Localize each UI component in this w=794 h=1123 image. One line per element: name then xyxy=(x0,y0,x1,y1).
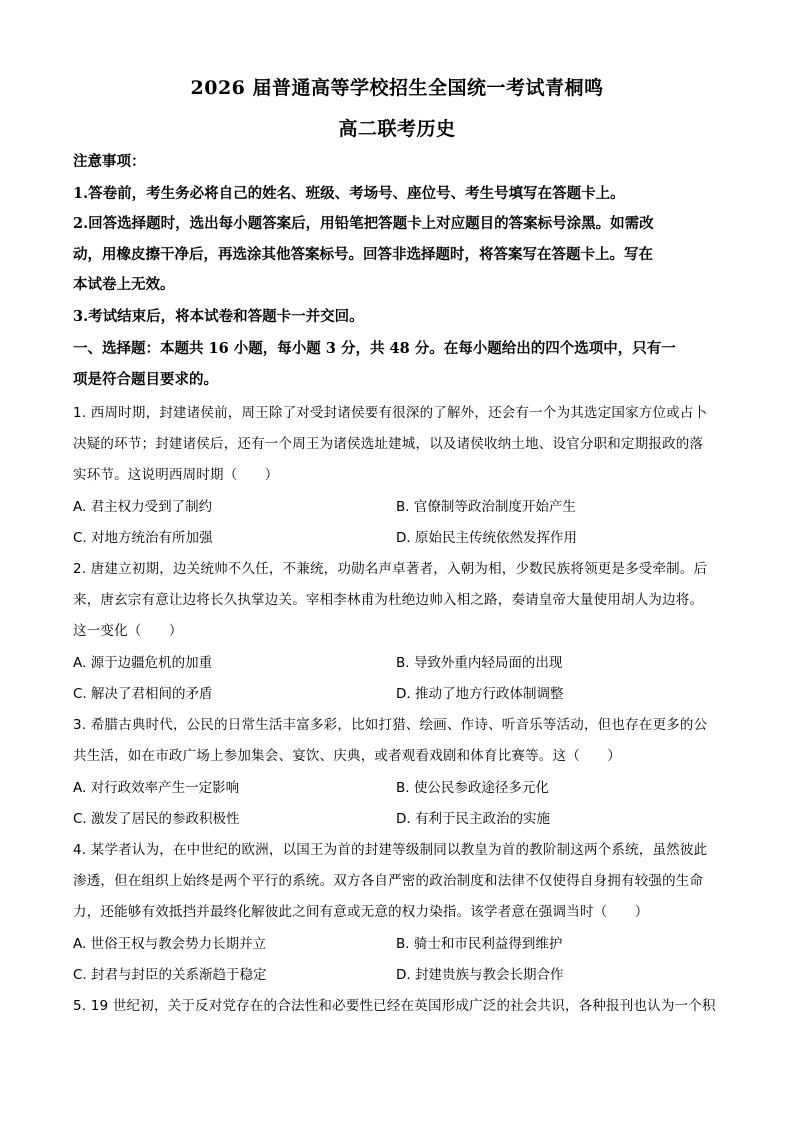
question-1-text: 1. 西周时期，封建诸侯前，周王除了对受封诸侯要有很深的了解外，还会有一个为其选定国家方位或占卜 xyxy=(73,405,708,421)
question-2-text: 2. 唐建立初期，边关统帅不久任，不兼统，功勋名声卓著者，入朝为相，少数民族将领更是多受牵制。后 xyxy=(73,561,708,577)
section-heading: 项是符合题目要求的。 xyxy=(73,371,218,388)
question-5-text: 5. 19 世纪初，关于反对党存在的合法性和必要性已经在英国形成广泛的社会共识，各种报刊也认为一个积 xyxy=(73,998,716,1014)
question-4-text: 力，还能够有效抵挡并最终化解彼此之间有意或无意的权力染指。该学者意在强调当时（ ） xyxy=(73,904,649,920)
question-1-text: 实环节。这说明西周时期（ ） xyxy=(73,467,279,483)
question-3-text: 共生活，如在市政广场上参加集会、宴饮、庆典，或者观看戏剧和体育比赛等。这（ ） xyxy=(73,748,621,764)
question-4-option-d: D. 封建贵族与教会长期合作 xyxy=(396,967,564,983)
question-3-option-d: D. 有利于民主政治的实施 xyxy=(396,811,550,827)
question-2-text: 来，唐玄宗有意让边将长久执掌边关。宰相李林甫为杜绝边帅入相之路，奏请皇帝大量使用胡人为边将。 xyxy=(73,592,704,608)
notice-heading: 注意事项： xyxy=(73,153,146,170)
question-1-option-d: D. 原始民主传统依然发挥作用 xyxy=(396,530,577,546)
exam-title: 2026 届普通高等学校招生全国统一考试青桐鸣 xyxy=(190,77,604,99)
question-4-option-a: A. 世俗王权与教会势力长期并立 xyxy=(73,936,267,952)
question-3-text: 3. 希腊古典时代，公民的日常生活丰富多彩，比如打猎、绘画、作诗、听音乐等活动，但也存在更多的公 xyxy=(73,717,708,733)
question-1-option-a: A. 君主权力受到了制约 xyxy=(73,499,213,515)
question-3-option-a: A. 对行政效率产生一定影响 xyxy=(73,780,240,796)
question-4-text: 4. 某学者认为，在中世纪的欧洲，以国王为首的封建等级制同以教皇为首的教阶制这两个系统，虽然彼此 xyxy=(73,842,708,858)
question-4-text: 渗透，但在组织上始终是两个平行的系统。双方各自严密的政治制度和法律不仅使得自身拥有较强的生命 xyxy=(73,873,704,889)
question-2-option-c: C. 解决了君相间的矛盾 xyxy=(73,686,213,702)
question-2-option-b: B. 导致外重内轻局面的出现 xyxy=(396,655,563,671)
question-2-option-d: D. 推动了地方行政体制调整 xyxy=(396,686,564,702)
question-1-text: 决疑的环节；封建诸侯后，还有一个周王为诸侯选址建城，以及诸侯收纳土地、设官分职和定期报政的落 xyxy=(73,436,704,452)
notice-line: 2.回答选择题时，选出每小题答案后，用铅笔把答题卡上对应题目的答案标号涂黑。如需改 xyxy=(73,215,654,232)
question-1-option-b: B. 官僚制等政治制度开始产生 xyxy=(396,499,576,515)
notice-line: 3.考试结束后，将本试卷和答题卡一并交回。 xyxy=(73,308,364,325)
notice-line: 1.答卷前，考生务必将自己的姓名、班级、考场号、座位号、考生号填写在答题卡上。 xyxy=(73,185,625,202)
question-4-option-b: B. 骑士和市民利益得到维护 xyxy=(396,936,563,952)
section-heading: 一、选择题：本题共 16 小题，每小题 3 分，共 48 分。在每小题给出的四个选项中，只有一 xyxy=(73,340,676,357)
question-1-option-c: C. 对地方统治有所加强 xyxy=(73,530,213,546)
question-2-text: 这一变化（ ） xyxy=(73,623,183,639)
notice-line: 动，用橡皮擦干净后，再选涂其他答案标号。回答非选择题时，将答案写在答题卡上。写在 xyxy=(73,246,653,263)
notice-line: 本试卷上无效。 xyxy=(73,276,175,293)
question-4-option-c: C. 封君与封臣的关系渐趋于稳定 xyxy=(73,967,267,983)
question-3-option-b: B. 使公民参政途径多元化 xyxy=(396,780,549,796)
exam-subtitle: 高二联考历史 xyxy=(338,118,456,140)
question-2-option-a: A. 源于边疆危机的加重 xyxy=(73,655,213,671)
question-3-option-c: C. 激发了居民的参政积极性 xyxy=(73,811,240,827)
